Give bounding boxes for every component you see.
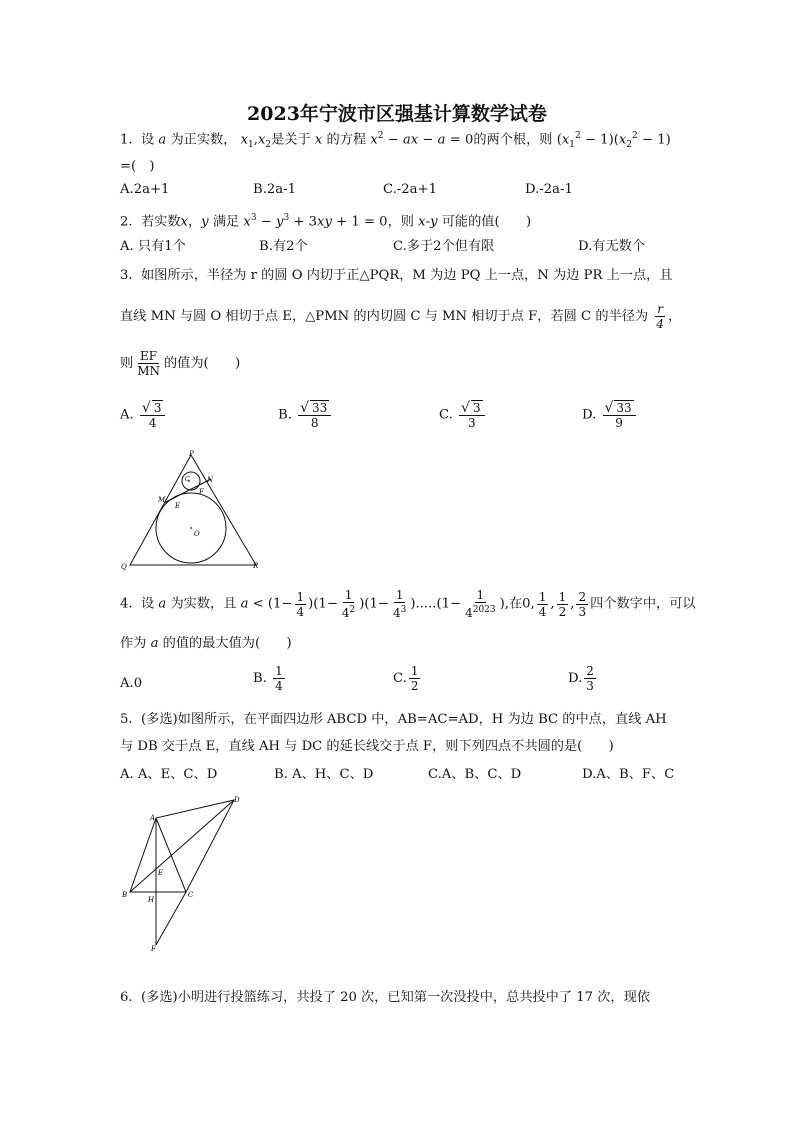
label-b: B — [122, 891, 128, 899]
question-5-figure — [118, 793, 248, 953]
q2-option-b[interactable]: B.有2个 — [259, 239, 308, 254]
q2-option-c[interactable]: C.多于2个但有限 — [393, 239, 495, 254]
q3-option-b[interactable]: B. $\frac{√ 33}{8}$ — [278, 400, 333, 430]
question-1-paren: =( ) — [120, 159, 155, 174]
q3-option-d[interactable]: D. $\frac{√ 33}{9}$ — [582, 400, 638, 430]
question-1-line-1: 1. 设 a 为正实数， $x_1,x_2$是关于 x 的方程 $x^2$ − ax − a = 0的两个根，则 $(x_1^2 - 1)(x_2^2 - 1)$ — [120, 131, 671, 151]
q1-option-a[interactable]: A.2a+1 — [120, 182, 170, 197]
label-e: E — [175, 502, 181, 510]
label-m: M — [158, 496, 166, 504]
question-4-line-2: 作为 a 的值的最大值为( ) — [120, 636, 292, 651]
segment-ac — [156, 818, 186, 892]
label-p: P — [189, 450, 194, 458]
label-c: C — [188, 891, 194, 899]
question-4-line-1: 4. 设 a 为实数，且 a < (1− $\frac{1}{4}$ )(1− $\frac{1}{4^2}$ )(1− $\frac{1}{4^3}$ ).....(1− $\frac{1}{4^{2023}}$ ),在0, $\frac{1}{4}$ , $\frac{1}{2}$ , $\frac{2}{3}$ 四个数字中，可以 — [120, 588, 696, 620]
label-c: C — [185, 476, 190, 483]
question-2-line-1: 2. 若实数x，y 满足 $x^3 - y^3 + 3xy + 1 = 0$，则 x-y 可能的值( ) — [120, 213, 532, 230]
q5-option-d[interactable]: D.A、B、F、C — [582, 767, 675, 782]
center-o — [190, 527, 192, 529]
segment-bd — [130, 800, 234, 892]
label-o: O — [194, 530, 200, 538]
label-r: R — [253, 562, 259, 570]
q5-option-a[interactable]: A. A、E、C、D — [120, 767, 218, 782]
q2-option-d[interactable]: D.有无数个 — [578, 239, 646, 254]
question-6-line-1: 6. (多选)小明进行投篮练习，共投了 20 次，已知第一次没投中，总共投中了 17 次，现依 — [120, 990, 650, 1005]
fraction-ef-over-mn: $\frac{EF}{MN}$ — [137, 349, 160, 378]
question-5-line-1: 5. (多选)如图所示，在平面四边形 ABCD 中，AB=AC=AD，H 为边 BC 的中点，直线 AH — [120, 712, 667, 727]
q1-option-d[interactable]: D.-2a-1 — [525, 182, 573, 197]
fraction-r-over-4: $\frac{r}{4}$ — [656, 302, 664, 331]
label-e: E — [158, 869, 164, 877]
label-f: F — [199, 488, 204, 496]
q3-option-a[interactable]: A. $\frac{√ 3}{4}$ — [120, 400, 167, 430]
q4-option-a[interactable]: A.0 — [120, 676, 143, 691]
label-f: F — [151, 945, 156, 953]
triangle-pqr — [130, 455, 256, 565]
question-5-line-2: 与 DB 交于点 E，直线 AH 与 DC 的延长线交于点 F，则下列四点不共圆的是( ) — [120, 739, 614, 754]
segment-cf — [156, 892, 186, 945]
question-3-line-2: 直线 MN 与圆 O 相切于点 E，△PMN 的内切圆 C 与 MN 相切于点 F，若圆 C 的半径为 $\frac{r}{4}$ ， — [120, 302, 682, 331]
q1-option-b[interactable]: B.2a-1 — [253, 182, 296, 197]
q5-option-b[interactable]: B. A、H、C、D — [274, 767, 374, 782]
q4-option-c[interactable]: C. $\frac{1}{2}$ — [393, 664, 419, 693]
question-3-line-1: 3. 如图所示，半径为 r 的圆 O 内切于正△PQR，M 为边 PQ 上一点，N 为边 PR 上一点，且 — [120, 268, 673, 283]
q4-option-b[interactable]: B. $\frac{1}{4}$ — [253, 664, 283, 693]
label-h: H — [148, 896, 155, 904]
question-3-figure — [118, 448, 268, 573]
page-title: 2023年宁波市区强基计算数学试卷 — [247, 103, 547, 125]
label-d: D — [234, 796, 240, 804]
q5-option-c[interactable]: C.A、B、C、D — [428, 767, 522, 782]
q2-option-a[interactable]: A. 只有1个 — [120, 239, 186, 254]
label-q: Q — [121, 563, 127, 571]
q1-option-c[interactable]: C.-2a+1 — [383, 182, 437, 197]
label-n: N — [207, 476, 214, 484]
question-3-line-3: 则 $\frac{EF}{MN}$ 的值为( ) — [120, 349, 241, 378]
q3-option-c[interactable]: C. $\frac{√ 3}{3}$ — [439, 400, 487, 430]
label-a: A — [150, 814, 156, 822]
q4-option-d[interactable]: D. $\frac{2}{3}$ — [568, 664, 594, 693]
